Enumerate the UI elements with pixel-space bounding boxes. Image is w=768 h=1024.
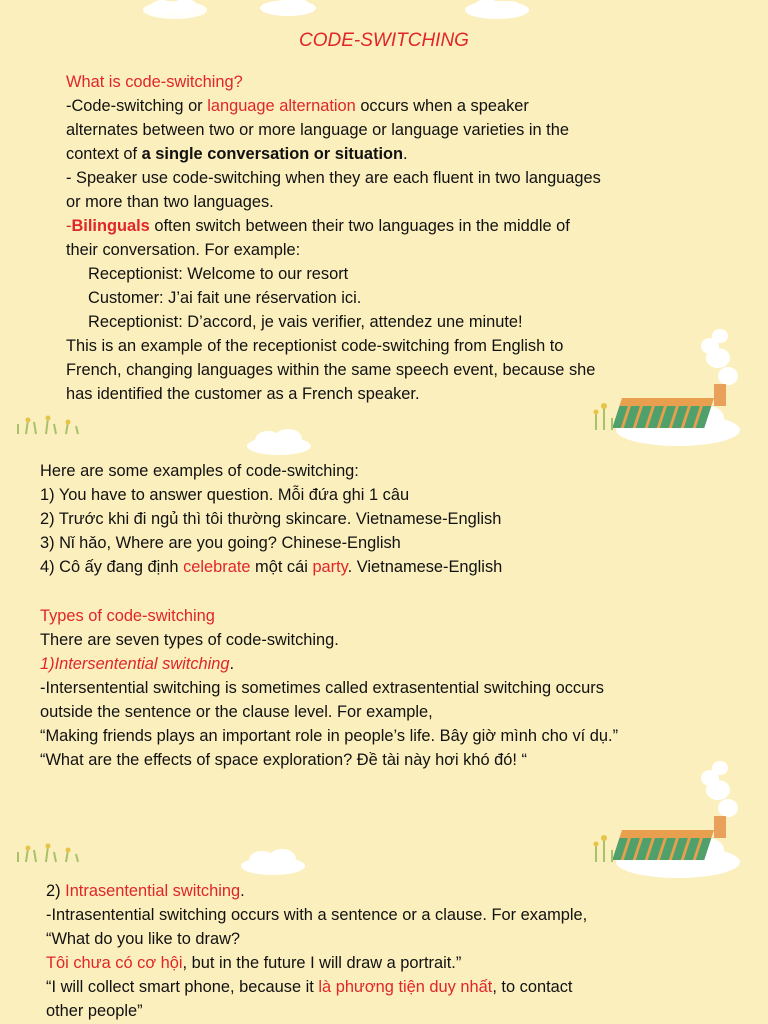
paragraph-line (66, 142, 601, 166)
paragraph-line: other people” (46, 1002, 143, 1020)
paragraph-line: There are seven types of code-switching. (40, 631, 339, 649)
text-span: . (240, 882, 245, 900)
highlight-term: party (312, 558, 348, 576)
paragraph-line: French, changing languages within the same speech event, because she (66, 361, 596, 379)
section-heading: Types of code-switching (40, 607, 215, 625)
text-span: context of (66, 145, 142, 163)
subsection-heading (40, 652, 618, 676)
paragraph-line (46, 975, 587, 999)
chimney-house-illustration-icon (578, 318, 748, 448)
paragraph-line: “What do you like to draw? (46, 930, 241, 948)
example-item: 3) Nǐ hǎo, Where are you going? Chinese-English (40, 534, 401, 552)
paragraph-line: “Making friends plays an important role in people’s life. Bây giờ mình cho ví dụ.” (40, 727, 619, 745)
grass-left-icon (12, 410, 92, 438)
highlight-term: Tôi chưa có cơ hội (46, 954, 183, 972)
dialog-line: Customer: J’ai fait une réservation ici. (88, 289, 362, 307)
text-span: - (66, 217, 72, 235)
paragraph-line: -Intrasentential switching occurs with a sentence or a clause. For example, (46, 906, 588, 924)
text-span: 4) Cô ấy đang định (40, 558, 184, 576)
cloud-mid-icon (244, 428, 314, 456)
dialog-line: Receptionist: D’accord, je vais verifier, attendez une minute! (88, 313, 523, 331)
section-what-is (66, 70, 601, 406)
text-span: -Code-switching or (66, 97, 208, 115)
cloud-top-right-icon (462, 0, 532, 22)
cloud-top-center-icon (258, 0, 318, 18)
highlight-term: Intrasentential switching (65, 882, 241, 900)
text-span: , but in the future I will draw a portrait.” (182, 954, 462, 972)
section-intrasentential (46, 879, 587, 1023)
highlight-term: celebrate (183, 558, 251, 576)
example-item (40, 555, 502, 579)
paragraph-line: This is an example of the receptionist code-switching from English to (66, 337, 564, 355)
highlight-term: 1)Intersentential switching (40, 655, 230, 673)
highlight-term: là phương tiện duy nhất (318, 978, 493, 996)
paragraph-line: alternates between two or more language or language varieties in the (66, 121, 569, 139)
bold-term: a single conversation or situation (141, 145, 404, 163)
paragraph-line: Here are some examples of code-switching: (40, 462, 359, 480)
paragraph-line: or more than two languages. (66, 193, 274, 211)
highlight-term: Bilinguals (71, 217, 150, 235)
example-item: 1) You have to answer question. Mỗi đứa ghi 1 câu (40, 486, 410, 504)
text-span: occurs when a speaker (355, 97, 529, 115)
paragraph-line (66, 214, 601, 238)
paragraph-line (66, 94, 601, 118)
dialog-line: Receptionist: Welcome to our resort (88, 265, 349, 283)
subsection-heading (46, 879, 587, 903)
paragraph-line: outside the sentence or the clause level. For example, (40, 703, 433, 721)
cloud-mid-2-icon (238, 848, 308, 876)
grass-left-2-icon (12, 838, 92, 866)
cloud-top-left-icon (140, 0, 210, 22)
section-types (40, 604, 618, 772)
highlight-term: language alternation (207, 97, 356, 115)
text-span: . Vietnamese-English (347, 558, 503, 576)
paragraph-line: -Intersentential switching is sometimes called extrasentential switching occurs (40, 679, 604, 697)
paragraph-line: - Speaker use code-switching when they are each fluent in two languages (66, 169, 601, 187)
section-examples (40, 459, 502, 579)
paragraph-line: has identified the customer as a French speaker. (66, 385, 420, 403)
text-span: một cái (250, 558, 313, 576)
section-heading: What is code-switching? (66, 73, 243, 91)
text-span: , to contact (492, 978, 573, 996)
paragraph-line (46, 951, 587, 975)
text-span: “I will collect smart phone, because it (46, 978, 319, 996)
text-span: often switch between their two languages in the middle of (149, 217, 570, 235)
example-item: 2) Trước khi đi ngủ thì tôi thường skincare. Vietnamese-English (40, 510, 502, 528)
page-title: CODE-SWITCHING (299, 30, 469, 51)
text-span: . (403, 145, 408, 163)
paragraph-line: “What are the effects of space exploration? Đề tài này hơi khó đó! “ (40, 751, 527, 769)
text-span: 2) (46, 882, 66, 900)
paragraph-line: their conversation. For example: (66, 241, 301, 259)
text-span: . (229, 655, 235, 673)
